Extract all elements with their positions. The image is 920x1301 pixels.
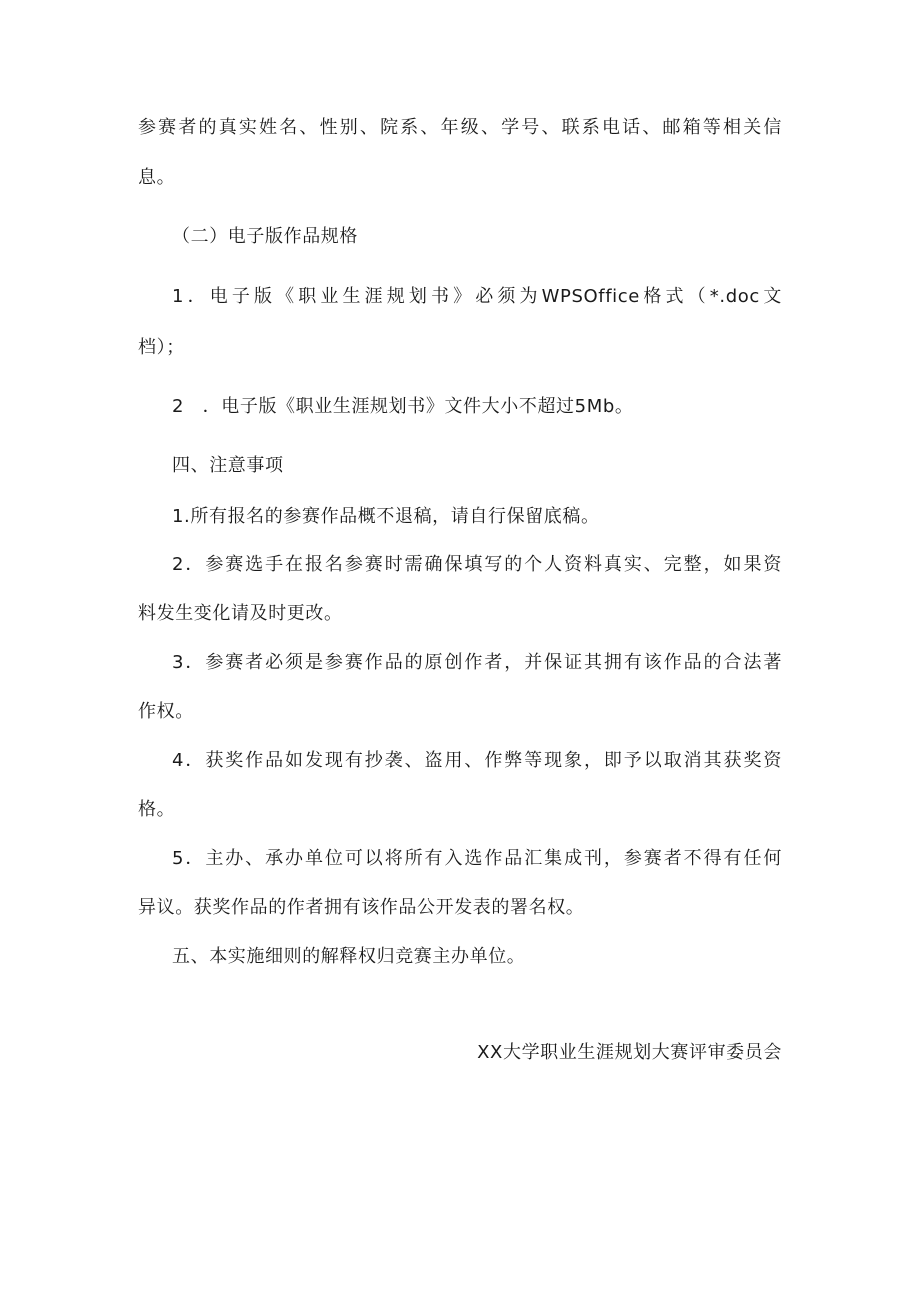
paragraph-line: 格。 [138,799,176,820]
list-item: 3．参赛者必须是参赛作品的原创作者，并保证其拥有该作品的合法著 [172,652,782,673]
signature: XX大学职业生涯规划大赛评审委员会 [477,1042,782,1063]
paragraph-line: 料发生变化请及时更改。 [138,603,343,624]
list-item: 1.所有报名的参赛作品概不退稿，请自行保留底稿。 [172,506,600,527]
section-heading: 五、本实施细则的解释权归竞赛主办单位。 [172,946,526,967]
list-item: 1．电子版《职业生涯规划书》必须为WPSOffice格式（*.doc文 [172,286,782,307]
list-item: 2．参赛选手在报名参赛时需确保填写的个人资料真实、完整，如果资 [172,554,782,575]
list-item: 5．主办、承办单位可以将所有入选作品汇集成刊，参赛者不得有任何 [172,848,782,869]
paragraph-line: 参赛者的真实姓名、性别、院系、年级、学号、联系电话、邮箱等相关信 [138,117,782,138]
paragraph-line: 异议。获奖作品的作者拥有该作品公开发表的署名权。 [138,897,585,918]
paragraph-line: 息。 [138,167,176,188]
list-item: 2 ．电子版《职业生涯规划书》文件大小不超过5Mb。 [172,396,634,417]
paragraph-line: 档）； [138,337,185,358]
section-heading: 四、注意事项 [172,455,284,476]
section-heading: （二）电子版作品规格 [172,226,358,247]
paragraph-line: 作权。 [138,701,194,722]
list-item: 4．获奖作品如发现有抄袭、盗用、作弊等现象，即予以取消其获奖资 [172,750,782,771]
